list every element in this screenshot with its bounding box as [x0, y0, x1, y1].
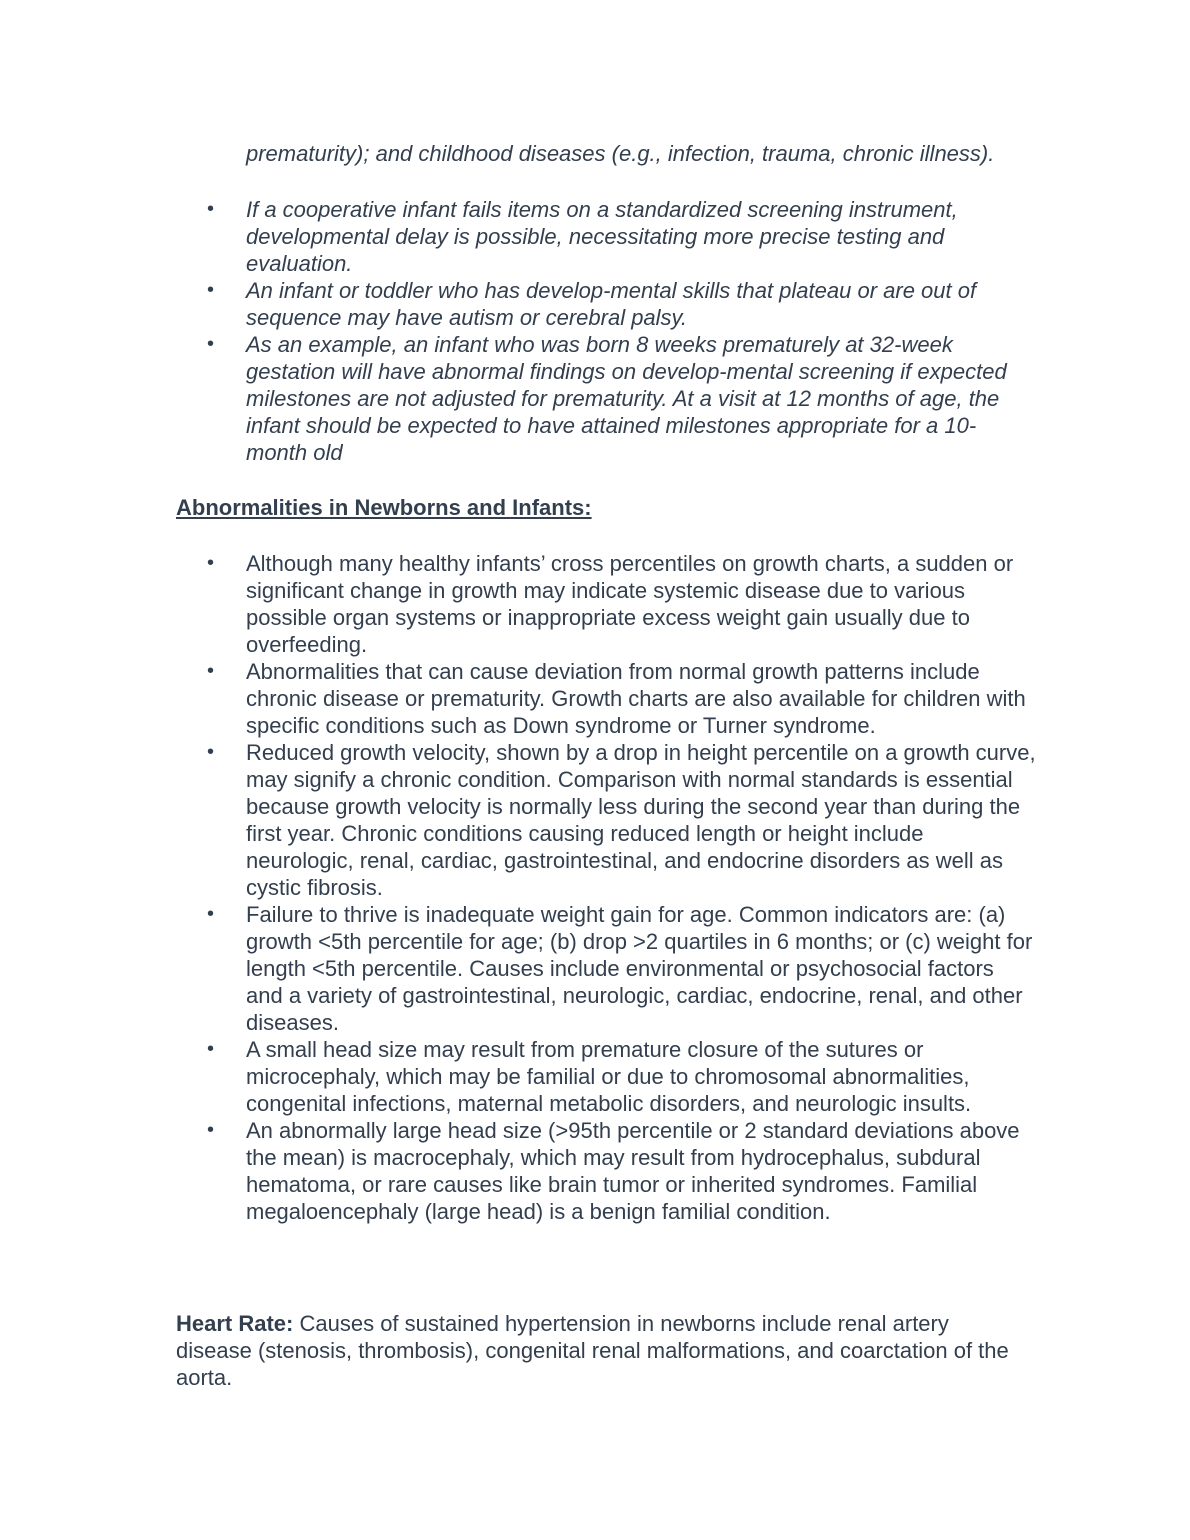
list-item [0, 658, 1036, 739]
list-item [0, 277, 1036, 331]
bullet-icon: • [207, 1119, 215, 1141]
list-item [0, 739, 1036, 901]
list-item-text: A small head size may result from premature closure of the sutures or microcephaly, which may be familial or due to chromosomal abnormalities, congenital infections, maternal metabolic disorders, and neurologic insults. [246, 1037, 972, 1116]
list-item [0, 196, 1036, 277]
top-bullet-list [0, 196, 1036, 466]
heart-rate-paragraph [176, 1310, 1016, 1391]
abnormalities-bullet-list [0, 550, 1036, 1225]
list-item-text: Although many healthy infants’ cross percentiles on growth charts, a sudden or significant change in growth may indicate systemic disease due to various possible organ systems or inappropriate excess weight gain usually due to overfeeding. [246, 551, 1014, 657]
list-item [0, 1036, 1036, 1117]
list-item-text: Failure to thrive is inadequate weight gain for age. Common indicators are: (a) growth <5th percentile for age; (b) drop >2 quartiles in 6 months; or (c) weight for length <5th percentile. Causes include environmental or psychosocial factors and a variety of gastrointestinal, neurologic, cardiac, endocrine, renal, and other diseases. [246, 902, 1033, 1035]
list-item-text: If a cooperative infant fails items on a standardized screening instrument, developmental delay is possible, necessitating more precise testing and evaluation. [246, 197, 958, 276]
bullet-icon: • [207, 552, 215, 574]
bullet-icon: • [207, 660, 215, 682]
heart-rate-text: Causes of sustained hypertension in newborns include renal artery disease (stenosis, thrombosis), congenital renal malformations, and coarctation of the aorta. [176, 1311, 1009, 1390]
list-item [0, 1117, 1036, 1225]
bullet-icon: • [207, 741, 215, 763]
list-item-text: Reduced growth velocity, shown by a drop in height percentile on a growth curve, may signify a chronic condition. Comparison with normal standards is essential because growth velocity is normally less during the second year than during the first year. Chronic conditions causing reduced length or height include neurologic, renal, cardiac, gastrointestinal, and endocrine disorders as well as cystic fibrosis. [246, 740, 1036, 900]
list-item [0, 550, 1036, 658]
section-heading: Abnormalities in Newborns and Infants: [176, 495, 592, 520]
list-item-text: An abnormally large head size (>95th percentile or 2 standard deviations above the mean) is macrocephaly, which may result from hydrocephalus, subdural hematoma, or rare causes like brain tumor or inherited syndromes. Familial megaloencephaly (large head) is a benign familial condition. [246, 1118, 1020, 1224]
list-item [0, 901, 1036, 1036]
list-item [0, 331, 1036, 466]
bullet-icon: • [207, 279, 215, 301]
list-item-text: An infant or toddler who has develop-mental skills that plateau or are out of sequence may have autism or cerebral palsy. [246, 278, 977, 330]
continuation-paragraph: prematurity); and childhood diseases (e.g., infection, trauma, chronic illness). [246, 141, 995, 166]
list-item-text: Abnormalities that can cause deviation from normal growth patterns include chronic disease or prematurity. Growth charts are also available for children with specific conditions such as Down syndrome or Turner syndrome. [246, 659, 1026, 738]
bullet-icon: • [207, 333, 215, 355]
list-item-text: As an example, an infant who was born 8 weeks prematurely at 32-week gestation will have abnormal findings on develop-mental screening if expected milestones are not adjusted for prematurity. At a visit at 12 months of age, the infant should be expected to have attained milestones appropriate for a 10-month old [246, 332, 1007, 465]
bullet-icon: • [207, 198, 215, 220]
heart-rate-label: Heart Rate: [176, 1311, 294, 1336]
bullet-icon: • [207, 903, 215, 925]
bullet-icon: • [207, 1038, 215, 1060]
